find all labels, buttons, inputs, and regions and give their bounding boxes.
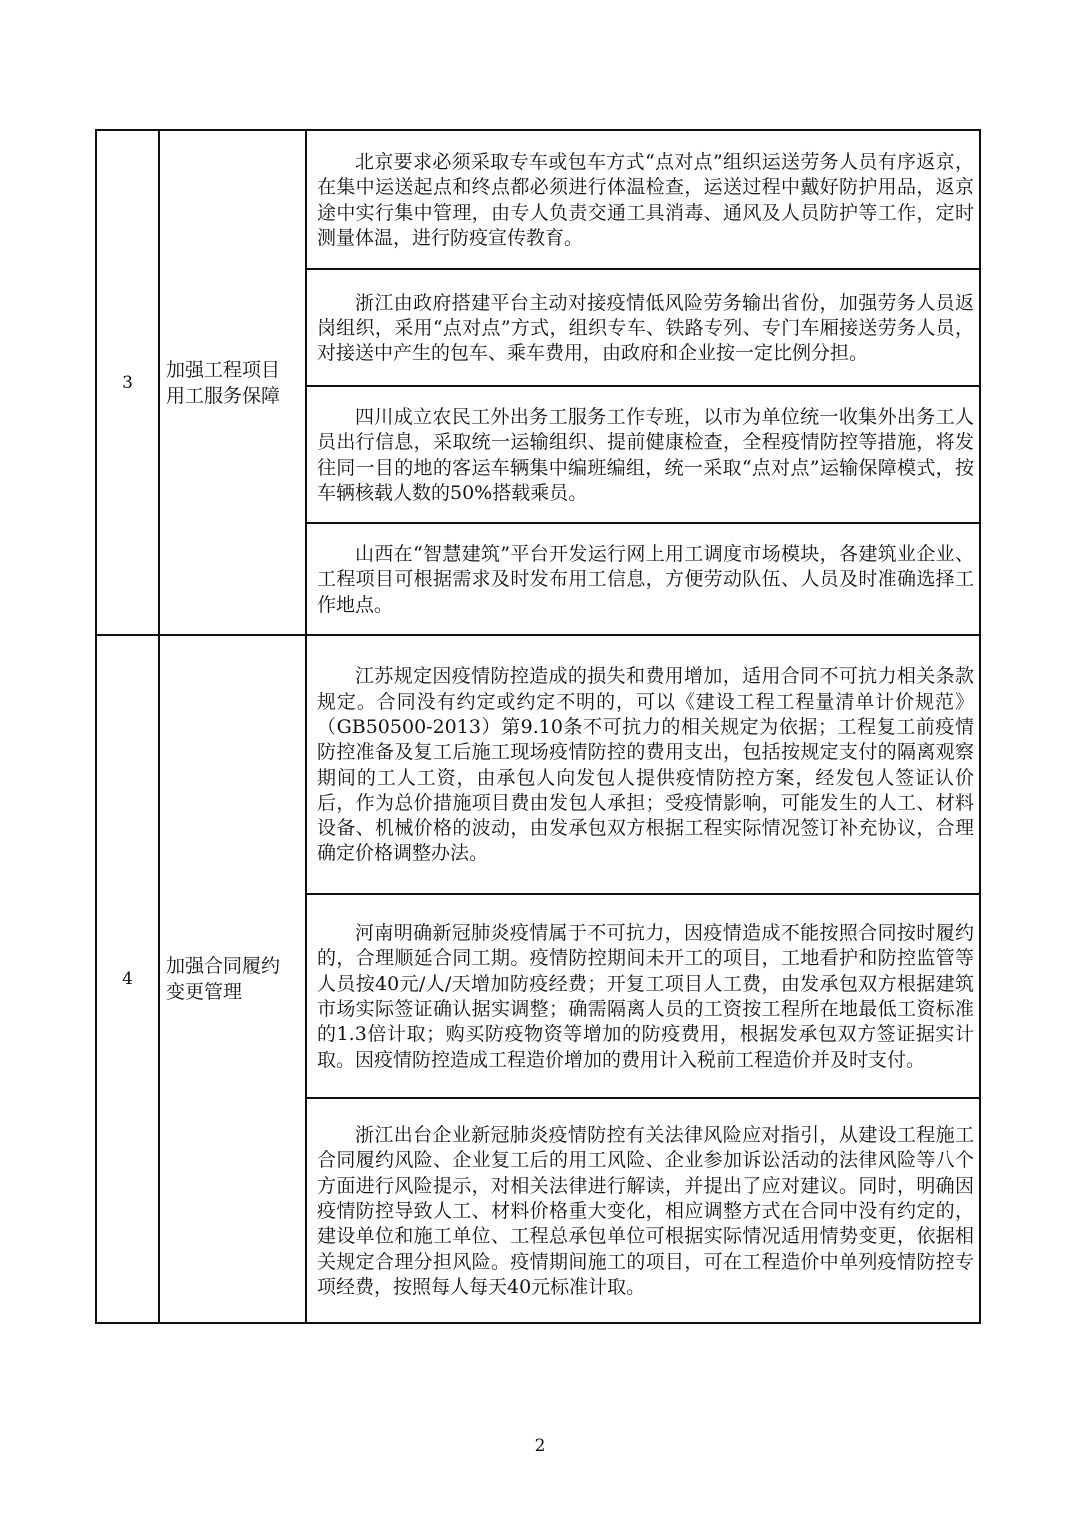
policy-table bbox=[95, 129, 981, 1324]
table-row bbox=[96, 130, 980, 269]
page-number: 2 bbox=[534, 1436, 546, 1456]
content-cell bbox=[306, 894, 980, 1098]
content-cell bbox=[306, 386, 980, 523]
paragraph: 浙江由政府搭建平台主动对接疫情低风险劳务输出省份，加强劳务人员返岗组织，采用“点对点”方式，组织专车、铁路专列、专门车厢接送劳务人员，对接送中产生的包车、乘车费用，由政府和企业按一定比例分担。 bbox=[317, 291, 974, 365]
content-cell bbox=[306, 635, 980, 894]
row-number: 3 bbox=[96, 130, 159, 635]
paragraph: 四川成立农民工外出务工服务工作专班，以市为单位统一收集外出务工人员出行信息，采取统一运输组织、提前健康检查，全程疫情防控等措施，将发往同一目的地的客运车辆集中编班编组，统一采取“点对点”运输保障模式，按车辆核载人数的50%搭载乘员。 bbox=[317, 406, 974, 504]
paragraph: 北京要求必须采取专车或包车方式“点对点”组织运送劳务人员有序返京，在集中运送起点和终点都必须进行体温检查，运送过程中戴好防护用品，返京途中实行集中管理，由专人负责交通工具消毒、通风及人员防护等工作，定时测量体温，进行防疫宣传教育。 bbox=[317, 150, 974, 249]
paragraph: 山西在“智慧建筑”平台开发运行网上用工调度市场模块，各建筑业企业、工程项目可根据需求及时发布用工信息，方便劳动队伍、人员及时准确选择工作地点。 bbox=[317, 543, 974, 616]
content-cell bbox=[306, 1098, 980, 1323]
table-row bbox=[96, 635, 980, 894]
row-number: 4 bbox=[96, 635, 159, 1323]
content-cell bbox=[306, 130, 980, 269]
content-cell bbox=[306, 269, 980, 386]
row-category: 加强合同履约变更管理 bbox=[159, 635, 306, 1323]
paragraph: 河南明确新冠肺炎疫情属于不可抗力，因疫情造成不能按照合同按时履约的，合理顺延合同工期。疫情防控期间未开工的项目，工地看护和防控监管等人员按40元/人/天增加防疫经费；开复工项目人工费，由发承包双方根据建筑市场实际签证确认据实调整；确需隔离人员的工资按工程所在地最低工资标准的1.3倍计取；购买防疫物资等增加的防疫费用，根据发承包双方签证据实计取。因疫情防控造成工程造价增加的费用计入税前工程造价并及时支付。 bbox=[317, 922, 974, 1071]
row-category: 加强工程项目用工服务保障 bbox=[159, 130, 306, 635]
paragraph: 江苏规定因疫情防控造成的损失和费用增加，适用合同不可抗力相关条款规定。合同没有约定或约定不明的，可以《建设工程工程量清单计价规范》（GB50500-2013）第9.10条不可抗力的相关规定为依据；工程复工前疫情防控准备及复工后施工现场疫情防控的费用支出，包括按规定支付的隔离观察期间的工人工资，由承包人向发包人提供疫情防控方案，经发包人签证认价后，作为总价措施项目费由发包人承担；受疫情影响，可能发生的人工、材料设备、机械价格的波动，由发承包双方根据工程实际情况签订补充协议，合理确定价格调整办法。 bbox=[317, 665, 974, 865]
paragraph: 浙江出台企业新冠肺炎疫情防控有关法律风险应对指引，从建设工程施工合同履约风险、企业复工后的用工风险、企业参加诉讼活动的法律风险等八个方面进行风险提示，对相关法律进行解读，并提出了应对建议。同时，明确因疫情防控导致人工、材料价格重大变化，相应调整方式在合同中没有约定的，建设单位和施工单位、工程总承包单位可根据实际情况适用情势变更，依据相关规定合理分担风险。疫情期间施工的项目，可在工程造价中单列疫情防控专项经费，按照每人每天40元标准计取。 bbox=[317, 1124, 974, 1298]
content-cell bbox=[306, 523, 980, 635]
